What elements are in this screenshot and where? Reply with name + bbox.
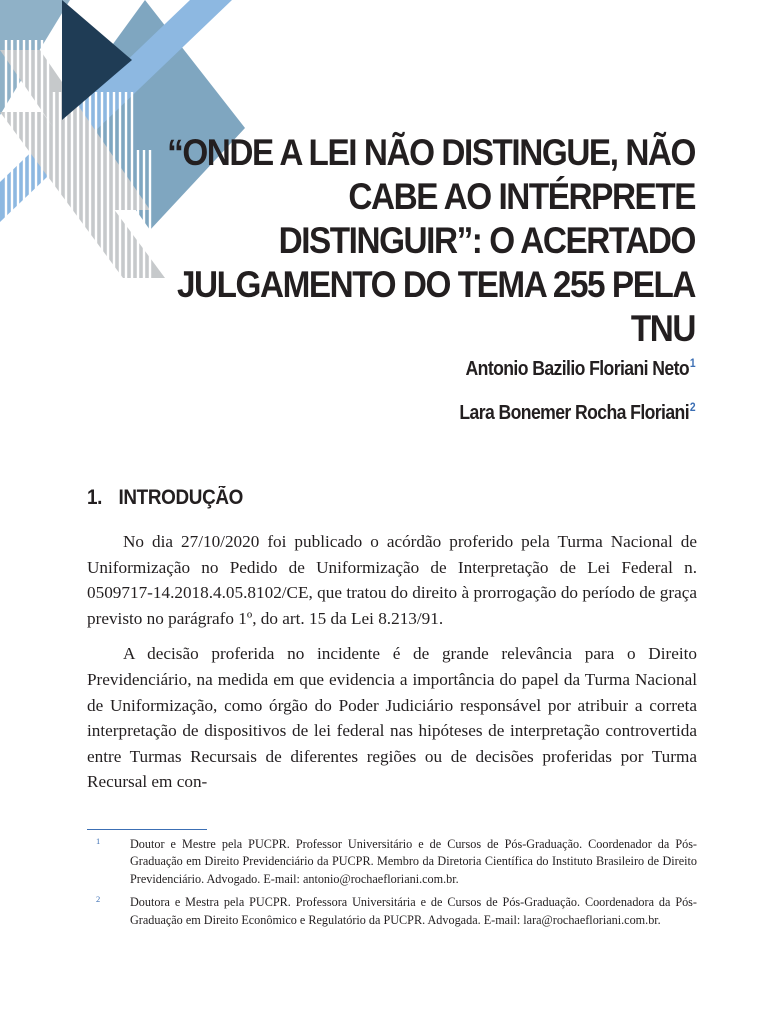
author-name: Antonio Bazilio Floriani Neto [465, 357, 689, 380]
footnote-number: 1 [96, 836, 101, 846]
author-name: Lara Bonemer Rocha Floriani [459, 401, 689, 424]
article-title: “ONDE A LEI NÃO DISTINGUE, NÃO CABE AO INTÉRPRETE DISTINGUIR”: O ACERTADO JULGAMENTO DO TEMA 255 PELA TNU [167, 132, 696, 349]
footnote-1 [87, 836, 697, 888]
footnote-separator [87, 829, 207, 830]
footnote-ref-1[interactable]: 1 [689, 356, 695, 370]
section-number: 1. [87, 486, 103, 509]
author-2 [459, 388, 695, 432]
footnote-number: 2 [96, 894, 101, 905]
author-1 [459, 344, 695, 388]
paragraph: A decisão proferida no incidente é de grande relevância para o Direito Previdenciário, na medida em que evidencia a importância do papel da Turma Nacional de Uniformização, como órgão do Poder Judiciário responsável por atribuir a correta interpretação de dispositivos de lei federal nas hipóteses de interpretação controvertida entre Turmas Recursais de diferentes regiões ou de decisões proferidas por Turma Recursal em con- [87, 644, 697, 792]
footnote-ref-2[interactable]: 2 [689, 400, 695, 414]
footnote-2 [87, 894, 697, 929]
footnote-text: Doutor e Mestre pela PUCPR. Professor Universitário e de Cursos de Pós-Graduação. Coordenador da Pós-Graduação em Direito Previdenciário da PUCPR. Membro da Diretoria Científica do Instituto Brasileiro de Direito Previdenciário. Advogado. E-mail: antonio@rochaefloriani.com.br. [130, 837, 697, 886]
section-title: INTRODUÇÃO [118, 486, 243, 509]
author-list [459, 344, 695, 432]
footnote-text: Doutora e Mestra pela PUCPR. Professora Universitária e de Cursos de Pós-Graduação. Coordenadora da Pós-Graduação em Direito Econômico e Regulatório da PUCPR. Advogada. E-mail: lara@rochaefloriani.com.br. [130, 895, 697, 927]
paragraph: No dia 27/10/2020 foi publicado o acórdão proferido pela Turma Nacional de Uniformização no Pedido de Uniformização de Interpretação de Lei Federal n. 0509717-14.2018.4.05.8102/CE, que tratou do direito à prorrogação do período de graça previsto no parágrafo 1º, do art. 15 da Lei 8.213/91. [87, 532, 697, 628]
footnotes [87, 836, 697, 935]
section-heading [87, 486, 243, 510]
body-text [87, 529, 697, 805]
